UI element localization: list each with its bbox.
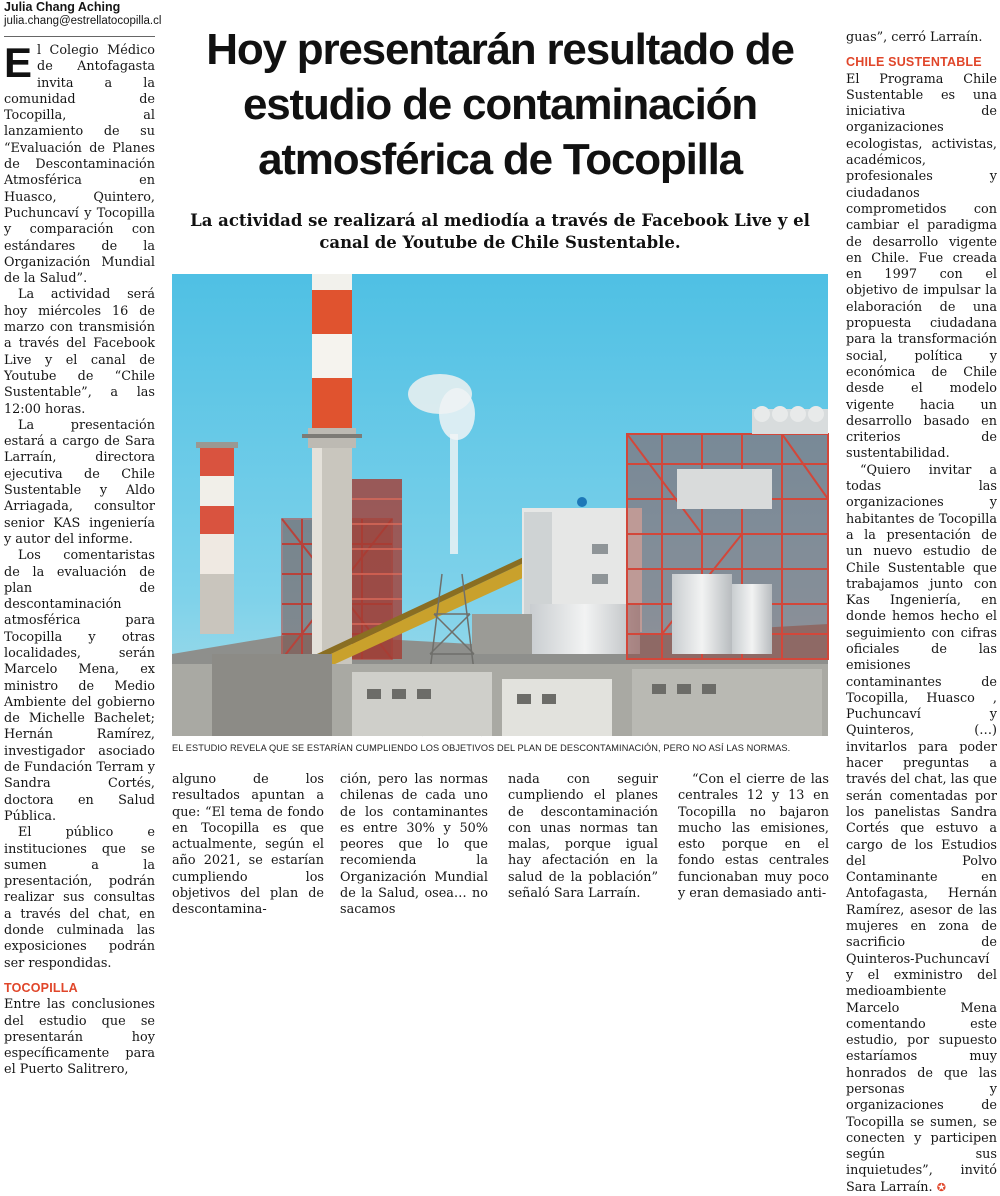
dropcap: E bbox=[4, 39, 33, 86]
power-plant-illustration bbox=[172, 274, 828, 736]
paragraph: El público e instituciones que se sumen a la presentación, podrán realizar sus consultas a través del chat, en donde culminada las exposiciones podrán ser respondidas. bbox=[4, 825, 155, 971]
paragraph: Los comentaristas de la evaluación de plan de descontaminación atmosférica para Tocopilla y otras localidades, serán Marcelo Mena, ex ministro de Medio Ambiente del gobierno de Michelle Bachelet; Hernán Ramírez, investigador asociado de Fundación Terram y Sandra Cortés, doctora en Salud Pública. bbox=[4, 548, 155, 824]
author-name: Julia Chang Aching bbox=[4, 0, 121, 14]
end-mark-icon: ✪ bbox=[936, 1180, 946, 1194]
article-column-4 bbox=[508, 772, 658, 902]
article-column-3 bbox=[340, 772, 488, 918]
author-email[interactable]: julia.chang@estrellatocopilla.cl bbox=[4, 15, 162, 27]
subhead-chile-sustentable: CHILE SUSTENTABLE bbox=[846, 55, 982, 70]
paragraph: guas”, cerró Larraín. bbox=[846, 30, 983, 45]
paragraph: ción, pero las normas chilenas de cada uno de los contaminantes es entre 30% y 50% peores que lo que recomienda la Organización Mundial de la Salud, osea… no sacamos bbox=[340, 772, 488, 918]
quote-paragraph: “Quiero invitar a todas las organizaciones y habitantes de Tocopilla a la presentación de un nuevo estudio de Chile Sustentable que trabajamos junto con Kas Ingeniería, en donde hemos hecho el seguimiento con cifras oficiales de las emisiones contaminantes de Tocopilla, Huasco , Puchuncaví y Quinteros, (…) invitarlos para poder hacer preguntas a través del chat, las que serán comentadas por los panelistas Sandra Cortés que estuvo a cargo de los Estudios del Polvo Contaminante en Antofagasta, Hernán Ramírez, asesor de las mujeres en zona de sacrificio de Quinteros-Puchuncaví y el exministro del medioambiente Marcelo Mena comentando este estudio, por supuesto estaríamos muy honrados de que las personas y organizaciones de Tocopilla se sumen, se conecten y participen según sus inquietudes”, invitó Sara Larraín. ✪ bbox=[846, 462, 997, 1195]
paragraph: alguno de los resultados apuntan a que: “El tema de fondo en Tocopilla es que actualmente, según el año 2021, se estarían cumpliendo los objetivos del plan de descontamina- bbox=[172, 772, 324, 918]
article-column-5 bbox=[678, 772, 829, 902]
byline bbox=[4, 0, 162, 28]
subhead-tocopilla: TOCOPILLA bbox=[4, 980, 78, 995]
article-column-6 bbox=[846, 30, 997, 1195]
deck: La actividad se realizará al mediodía a través de Facebook Live y el canal de Youtube de Chile Sustentable. bbox=[190, 211, 810, 252]
photo-caption: EL ESTUDIO REVELA QUE SE ESTARÍAN CUMPLIENDO LOS OBJETIVOS DEL PLAN DE DESCONTAMINACIÓN, PERO NO ASÍ LAS NORMAS. bbox=[172, 743, 791, 753]
paragraph: nada con seguir cumpliendo el planes de descontaminación con unas normas tan malas, porque igual hay afectación en la salud de la población” señaló Sara Larraín. bbox=[508, 772, 658, 902]
article-column-1 bbox=[4, 0, 162, 1078]
paragraph: La actividad será hoy miércoles 16 de marzo con transmisión a través del Facebook Live y el canal de Youtube de “Chile Sustentable”, a las 12:00 horas. bbox=[4, 287, 155, 417]
paragraph: “Con el cierre de las centrales 12 y 13 en Tocopilla no bajaron mucho las emisiones, esto porque en el fondo estas centrales funcionaban muy poco y eran demasiado anti- bbox=[678, 772, 829, 902]
article-column-2 bbox=[172, 772, 324, 918]
lead-paragraph: El Colegio Médico de Antofagasta invita a la comunidad de Tocopilla, al lanzamiento de su “Evaluación de Planes de Descontaminación Atmosférica en Huasco, Quintero, Puchuncaví y Tocopilla y comparación con estándares de la Organización Mundial de la Salud”. bbox=[4, 39, 155, 287]
paragraph: El Programa Chile Sustentable es una iniciativa de organizaciones ecologistas, activistas, académicos, profesionales y ciudadanos comprometidos con cambiar el paradigma de desarrollo vigente en Chile. Fue creada en 1997 con el objetivo de impulsar la elaboración de una propuesta ciudadana para la transformación social, política y económica de Chile desde el modelo vigente hacia un desarrollo basado en criterios de sustentabilidad. bbox=[846, 71, 997, 462]
byline-rule bbox=[4, 36, 155, 37]
paragraph: La presentación estará a cargo de Sara Larraín, directora ejecutiva de Chile Sustentable y Aldo Arriagada, consultor senior KAS ingeniería y autor del informe. bbox=[4, 417, 155, 547]
article-photo bbox=[172, 274, 828, 736]
paragraph: Entre las conclusiones del estudio que se presentarán hoy específicamente para el Puerto Salitrero, bbox=[4, 997, 155, 1078]
headline: Hoy presentarán resultado de estudio de contaminación atmosférica de Tocopilla bbox=[206, 25, 794, 184]
